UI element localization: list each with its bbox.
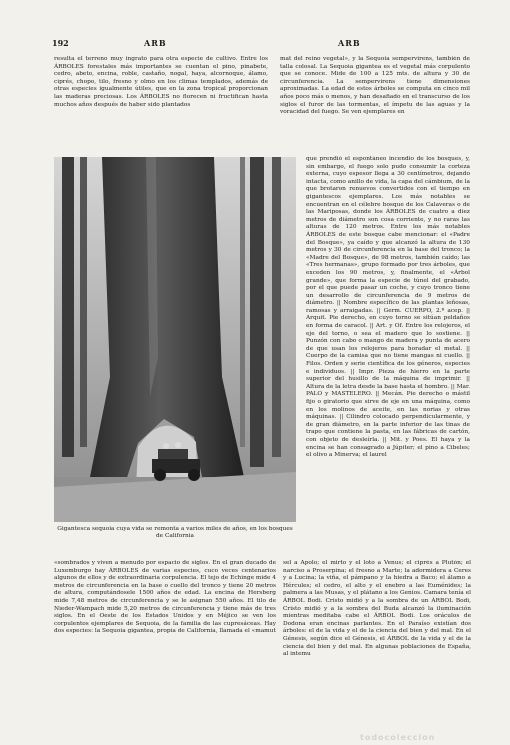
page-header <box>52 38 470 50</box>
running-head-left: ARB <box>144 38 167 48</box>
running-head-right: ARB <box>338 38 361 48</box>
sequoia-photo-illustration <box>54 157 296 522</box>
page-number: 192 <box>52 38 69 48</box>
figure-caption: Gigantesca sequoia cuya vida se remonta a varios miles de años, en los bosques de California <box>57 526 293 539</box>
sequoia-photograph <box>54 157 296 522</box>
watermark: todocoleccion <box>360 733 436 742</box>
text-column-top-right: mat del reino vegetal», y la Sequoia sempervirens, también de talla colosal. La Sequoia gigantea es el vegetal más corpulento que se conoce. Mide de 100 a 125 mts. de altura y 30 de circunferencia. La sempervirens tiene dimensiones aproximadas. La edad de estos árboles se computa en cinco mil años poco más o menos, y han desafiado en el transcurso de los siglos el furor de las tormentas, el ímpetu de las aguas y la voracidad del fuego. Se ven ejemplares en <box>280 56 470 116</box>
text-column-bottom-left: «sombrados y viven a menudo por espacio de siglos. En el gran ducado de Luxemburgo hay ÁRBOLES de varias especies, cuco veces centenarios algunos de ellos y de extraordinaria corpulencia. El tejo de Echinge mide 4 metros de circunferencia en la base o cuello del tronco y tiene 20 metros de altura, computándosele 1500 años de edad. La encina de Hersberg mide 7,48 metros de circunferencia y se le asignan 550 años. El tilo de Nieder-Wampach mide 5,20 metros de circunferencia y tiene más de tres siglos. En el Oeste de los Estados Unidos y en Méjico se ven los corpulentos ejemplares de Sequoia, de la familia de las cupresáceas. Hay dos especies: la Sequoia gigantea, propia de California, llamada el «mamut <box>54 560 276 635</box>
text-column-top-left: resulta el terreno muy ingrato para otra especie de cultivo. Entre los ÁRBOLES forestales más importantes se cuentan el pino, pinabete, cedro, abeto, encina, roble, castaño, nogal, haya, alcornoque, álamo, ciprés, chopo, tilo, fresno y olmo en los climas templados, además de otras especies igualmente útiles, que en la zona tropical proporcionan las maderas preciosas. Los ÁRBOLES no florecen ni fructifican hasta muchos años después de haber sido plantados <box>54 56 268 108</box>
text-column-bottom-right: sel a Apolo; el mirto y el loto a Venus; el ciprés a Plutón; el narciso a Proserpina; el fresno a Marte; la adormidera a Ceres y a Lucina; la viña, el pámpano y la hiedra a Baco; el álamo a Hércules; el cedro, el alto y el enebro a las Euménides; la palmera a las Musas, y el plátano a los Genios. Camara tenía el ÁRBOL Bodi. Cristo midió y a la sombra de un ÁRBOL Bodi, Cristo midió y a la sombra del Buda alcanzó la iluminación mientras meditaba cabe el ÁRBOL Bodi. Los oráculos de Dodona eran encinas parlantes. En el Paraíso existían dos árboles: el de la vida y el de la ciencia del bien y del mal. En el Génesis, según dice el Génesis, el ÁRBOL de la vida y el de la ciencia del bien y del mal. En algunas poblaciones de España, al intemu <box>283 560 471 658</box>
text-column-right-middle: que prendió el espontáneo incendio de los bosques, y, sin embargo, el fuego solo pudo consumir la corteza externa, cuyo espesor llega a 30 centímetros, dejando intacta, como anillo de vida, la capa del cámbium, de la que brotaron renuevos convertidos con el tiempo en gigantescos ejemplares. Los más notables se encuentran en el célebre bosque de los Calaveras o de las Mariposas, donde los ÁRBOLES de cuatro a diez metros de diámetro son cosa corriente, y no raras las alturas de 120 metros. Entre los más notables ÁRBOLES de este bosque cabe mencionar: el «Padre del Bosque», ya caído y que alcanzó la altura de 130 metros y 30 de circunferencia en la base del tronco; la «Madre del Bosque», de 98 metros, también caído; las «Tres hermanas», grupo formado por tres árboles, que exceden los 90 metros, y, finalmente, el «Árbol grande», que forma la especie de túnel del grabado, por el que puede pasar un coche, y cuyo tronco tiene un desarrollo de circunferencia de 9 metros de diámetro. || Nombre específico de las plantas leñosas, ramosas y arraigadas. || Germ. CUERPO, 2.ª acep. || Arquit. Pie derecho, en cuyo torno se sitúan peldaños en forma de caracol. || Art. y Of. Entre los relojeros, el eje del torno, o sea el madero que lo sostiene. || Punzón con cabo o mango de madera y punta de acero de que usan los relojeros para horadar el metal. || Cuerpo de la camisa que no tiene mangas ni cuello. || Filos. Orden y serie científica de los géneros, especies e individuos. || Impr. Pieza de hierro en la parte superior del husillo de la máquina de imprimir. || Altura de la letra desde la base hasta el hombro. || Mar. PALO y MASTELERO. || Mecán. Pie derecho o mástil fijo o giratorio que sirve de eje en una máquina, como en los molinos de aceite, en las norias y otras máquinas. || Cilindro colocado perpendicularmente, y de gran diámetro, en la parte inferior de las tinas de trapo que contiene la pasta, en las fábricas de cartón, con objeto de desleírla. || Mit. y Poes. El haya y la encina se han consagrado a Júpiter; el pino a Cibeles; el olivo a Minerva; el laurel <box>306 156 470 459</box>
